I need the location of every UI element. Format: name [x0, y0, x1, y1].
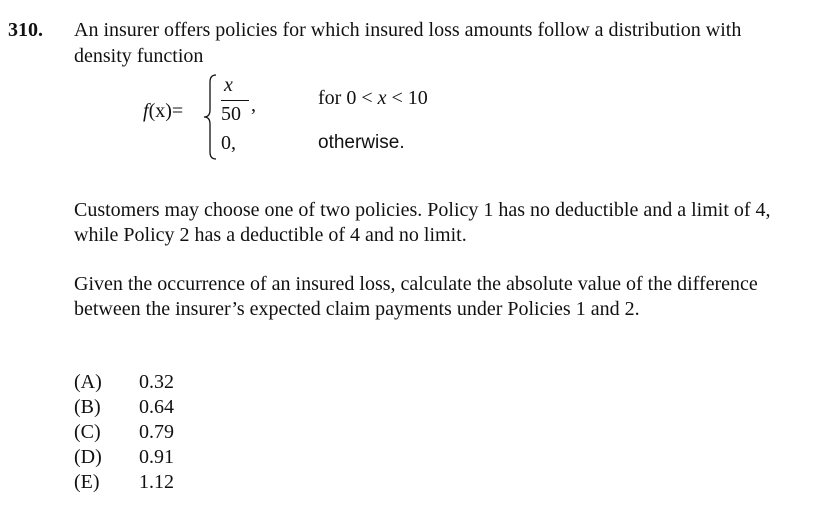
condition-prefix: for 0 < — [318, 87, 373, 109]
case1-comma: , — [251, 94, 256, 116]
condition-suffix: < 10 — [391, 87, 428, 109]
answer-option-e-value: 1.12 — [139, 471, 174, 493]
function-argument: (x)= — [148, 100, 184, 122]
paragraph1-line2: while Policy 2 has a deductible of 4 and no limit. — [74, 224, 467, 246]
answer-option-e-letter: (E) — [74, 471, 100, 493]
left-brace — [203, 74, 217, 160]
paragraph2-line1: Given the occurrence of an insured loss, calculate the absolute value of the difference — [74, 273, 758, 295]
density-function-lhs — [143, 99, 183, 123]
fraction-bar — [221, 100, 249, 101]
answer-option-d-letter: (D) — [74, 446, 102, 468]
answer-option-a-value: 0.32 — [139, 371, 174, 393]
answer-option-c-value: 0.79 — [139, 421, 174, 443]
case1-numerator: x — [224, 74, 233, 96]
answer-option-d-value: 0.91 — [139, 446, 174, 468]
condition-variable: x — [372, 87, 392, 109]
case1-condition — [318, 86, 428, 110]
case2-value: 0, — [221, 132, 236, 154]
answer-option-a-letter: (A) — [74, 371, 102, 393]
paragraph2-line2: between the insurer’s expected claim payments under Policies 1 and 2. — [74, 298, 640, 320]
answer-option-b-letter: (B) — [74, 396, 101, 418]
paragraph1-line1: Customers may choose one of two policies. Policy 1 has no deductible and a limit of 4, — [74, 199, 771, 221]
question-stem-line1: An insurer offers policies for which insured loss amounts follow a distribution with — [74, 19, 742, 41]
question-stem-line2: density function — [74, 45, 204, 67]
case2-condition: otherwise. — [318, 132, 405, 153]
answer-option-c-letter: (C) — [74, 421, 101, 443]
function-name: f — [143, 100, 149, 122]
answer-option-b-value: 0.64 — [139, 396, 174, 418]
question-number: 310. — [8, 19, 43, 41]
case1-denominator: 50 — [221, 103, 241, 125]
